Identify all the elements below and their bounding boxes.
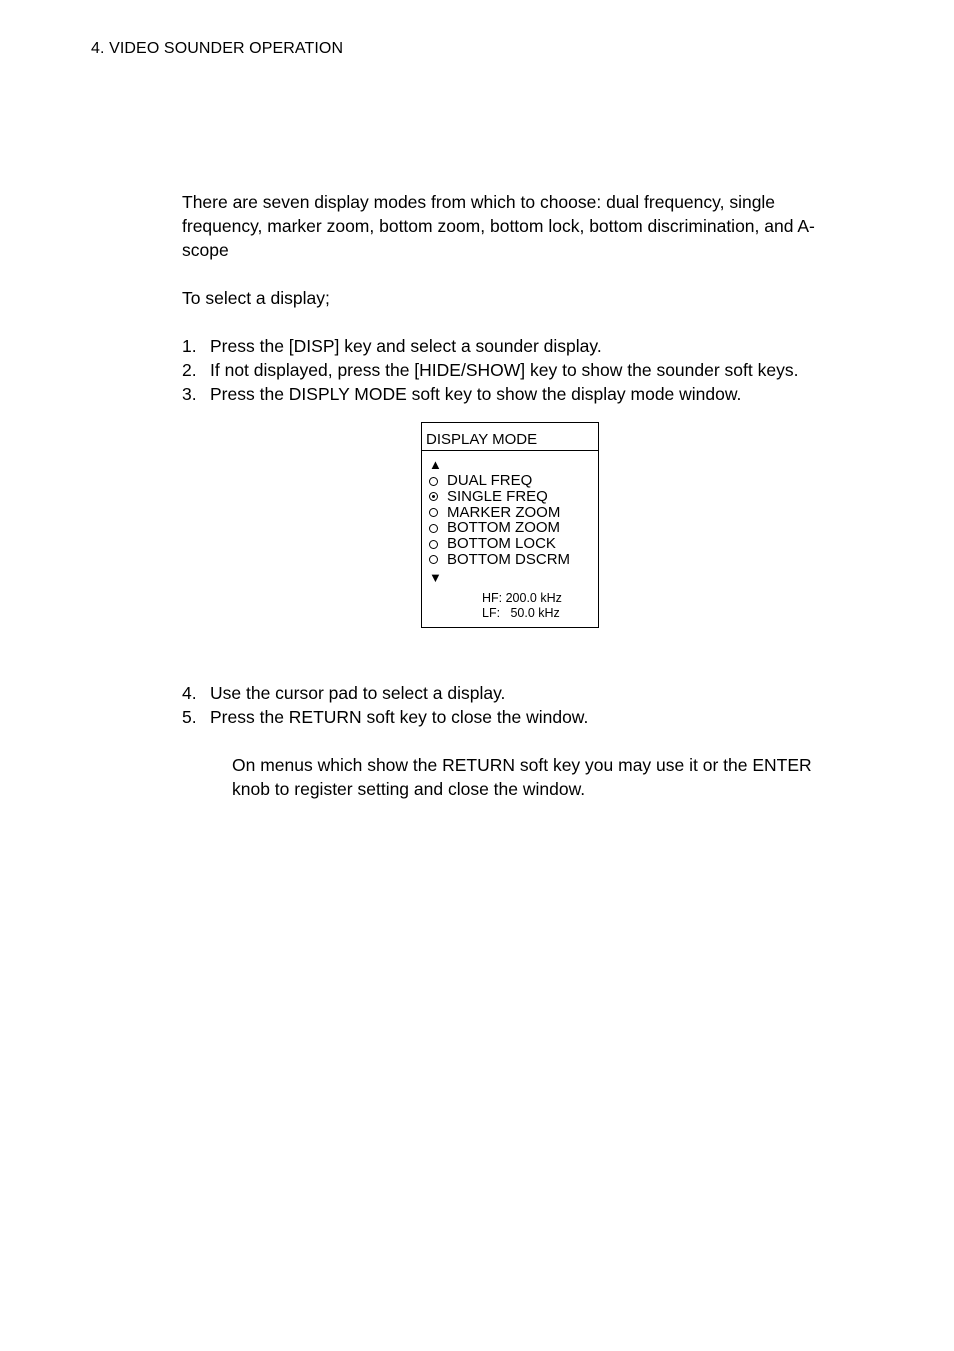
step-item <box>182 382 862 406</box>
step-number: 2. <box>182 360 197 380</box>
radio-button-icon[interactable] <box>429 508 438 517</box>
option-single-freq[interactable] <box>429 489 570 505</box>
step-text: Press the RETURN soft key to close the window. <box>210 707 589 727</box>
steps-list-first <box>182 334 862 406</box>
steps-list-second <box>182 681 862 729</box>
display-mode-window <box>421 422 599 628</box>
option-label: BOTTOM DSCRM <box>447 550 571 568</box>
option-dual-freq[interactable] <box>429 473 570 489</box>
step-text: Press the [DISP] key and select a sounder display. <box>210 336 602 356</box>
step-item <box>182 681 862 705</box>
option-bottom-lock[interactable] <box>429 536 570 552</box>
scroll-up-arrow-icon[interactable]: ▲ <box>429 457 442 472</box>
option-marker-zoom[interactable] <box>429 505 570 521</box>
radio-button-icon[interactable] <box>429 540 438 549</box>
option-label: DUAL FREQ <box>447 472 533 489</box>
step-number: 4. <box>182 683 197 703</box>
step-item <box>182 358 862 382</box>
hf-frequency-readout: HF: 200.0 kHz <box>482 591 562 605</box>
option-label: BOTTOM ZOOM <box>447 519 561 537</box>
note-paragraph: On menus which show the RETURN soft key you may use it or the ENTER knob to register setting and close the window. <box>232 755 812 799</box>
scroll-down-arrow-icon[interactable]: ▼ <box>429 570 442 585</box>
radio-button-icon[interactable] <box>429 524 438 533</box>
select-lead-text: To select a display; <box>182 288 330 308</box>
option-label: BOTTOM LOCK <box>447 535 556 553</box>
step-number: 5. <box>182 707 197 727</box>
lf-frequency-readout: LF: 50.0 kHz <box>482 606 560 620</box>
step-number: 1. <box>182 336 197 356</box>
radio-button-icon[interactable] <box>429 555 438 564</box>
radio-button-selected-icon[interactable] <box>429 492 438 501</box>
intro-paragraph: There are seven display modes from which to choose: dual frequency, single frequency, marker zoom, bottom zoom, bottom lock, bottom discrimination, and A-scope <box>182 192 815 260</box>
option-label: SINGLE FREQ <box>447 487 548 505</box>
display-mode-options <box>429 473 570 568</box>
option-bottom-zoom[interactable] <box>429 520 570 536</box>
step-item <box>182 705 862 729</box>
radio-button-icon[interactable] <box>429 477 438 486</box>
page-header: 4. VIDEO SOUNDER OPERATION <box>91 40 344 57</box>
step-number: 3. <box>182 384 197 404</box>
step-text: Use the cursor pad to select a display. <box>210 683 506 703</box>
step-item <box>182 334 862 358</box>
option-label: MARKER ZOOM <box>447 503 561 521</box>
step-text: Press the DISPLY MODE soft key to show the display mode window. <box>210 384 742 404</box>
display-mode-title: DISPLAY MODE <box>422 423 598 451</box>
option-bottom-dscrm[interactable] <box>429 552 570 568</box>
step-text: If not displayed, press the [HIDE/SHOW] key to show the sounder soft keys. <box>210 360 799 380</box>
